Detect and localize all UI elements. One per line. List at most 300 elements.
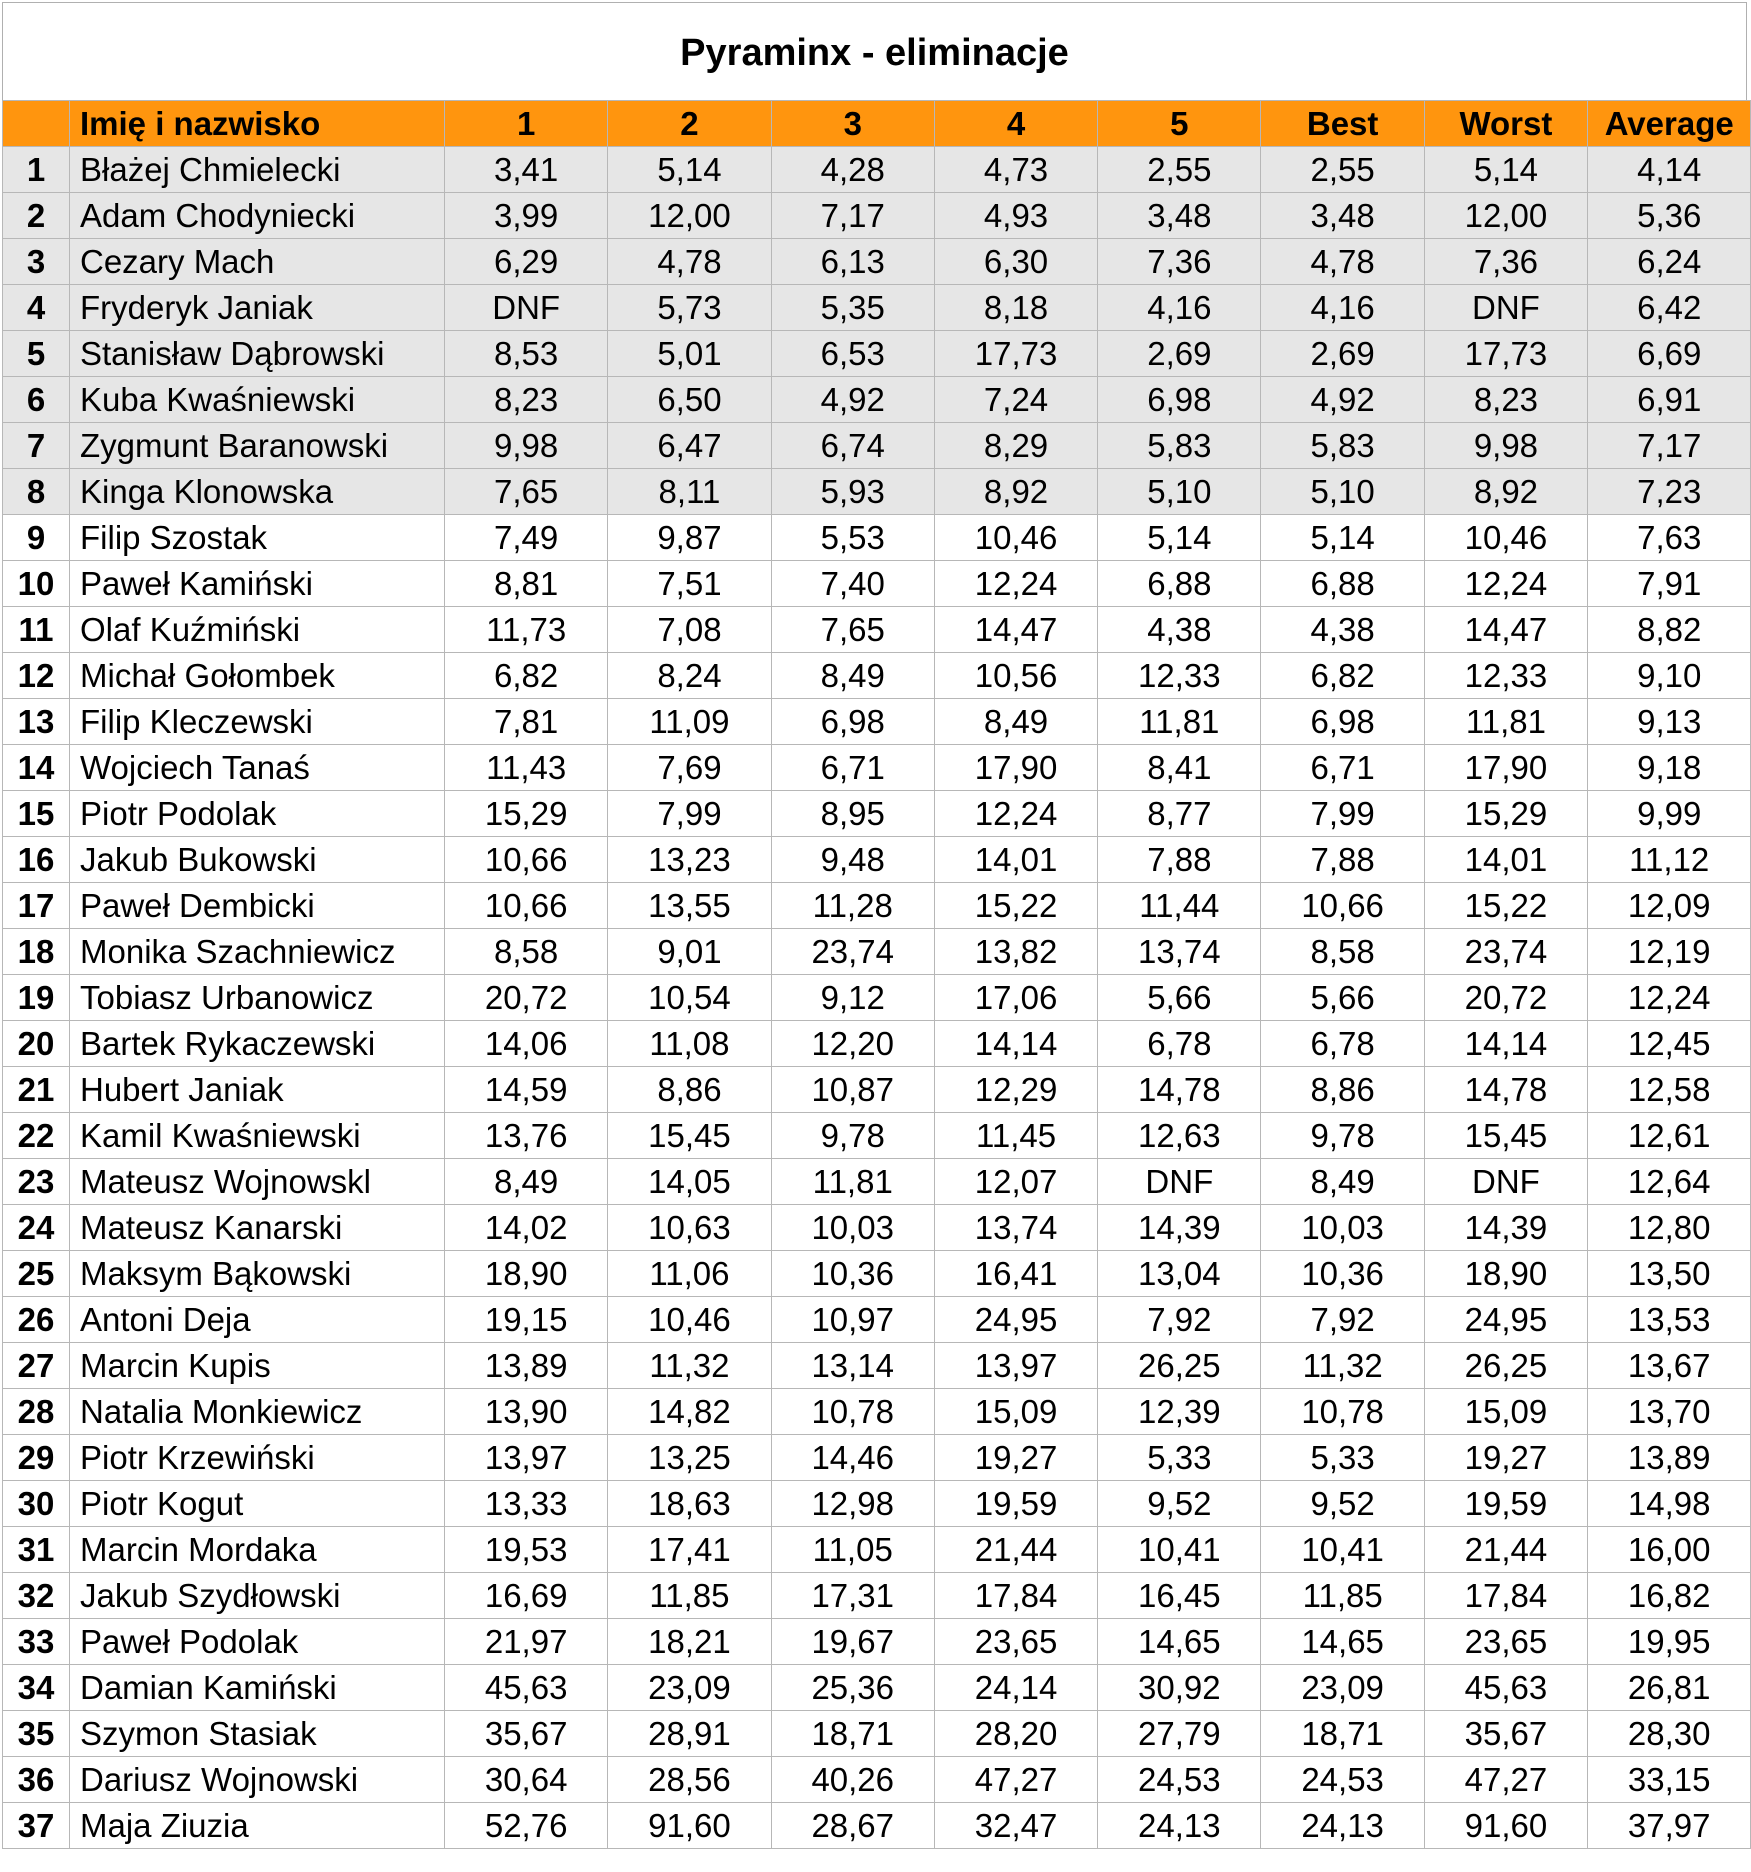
solve-4-cell[interactable]: 4,73 <box>934 147 1097 193</box>
name-cell[interactable]: Piotr Podolak <box>70 791 445 837</box>
solve-3-cell[interactable]: 10,03 <box>771 1205 934 1251</box>
name-cell[interactable]: Bartek Rykaczewski <box>70 1021 445 1067</box>
average-cell[interactable]: 8,82 <box>1588 607 1751 653</box>
best-cell[interactable]: 6,88 <box>1261 561 1424 607</box>
solve-5-cell[interactable]: 8,41 <box>1098 745 1261 791</box>
solve-4-cell[interactable]: 14,47 <box>934 607 1097 653</box>
average-cell[interactable]: 12,24 <box>1588 975 1751 1021</box>
solve-5-cell[interactable]: 5,66 <box>1098 975 1261 1021</box>
average-cell[interactable]: 7,63 <box>1588 515 1751 561</box>
worst-cell[interactable]: 9,98 <box>1424 423 1587 469</box>
name-cell[interactable]: Kinga Klonowska <box>70 469 445 515</box>
solve-1-cell[interactable]: 6,82 <box>445 653 608 699</box>
solve-5-cell[interactable]: 7,36 <box>1098 239 1261 285</box>
solve-3-cell[interactable]: 5,93 <box>771 469 934 515</box>
best-cell[interactable]: 23,09 <box>1261 1665 1424 1711</box>
solve-5-cell[interactable]: 24,13 <box>1098 1803 1261 1849</box>
rank-cell[interactable]: 9 <box>3 515 70 561</box>
solve-1-cell[interactable]: 19,15 <box>445 1297 608 1343</box>
solve-2-cell[interactable]: 9,87 <box>608 515 771 561</box>
solve-2-cell[interactable]: 11,09 <box>608 699 771 745</box>
solve-5-cell[interactable]: 14,39 <box>1098 1205 1261 1251</box>
name-cell[interactable]: Tobiasz Urbanowicz <box>70 975 445 1021</box>
worst-cell[interactable]: 8,23 <box>1424 377 1587 423</box>
solve-1-cell[interactable]: 10,66 <box>445 837 608 883</box>
worst-cell[interactable]: 14,47 <box>1424 607 1587 653</box>
worst-cell[interactable]: 21,44 <box>1424 1527 1587 1573</box>
worst-cell[interactable]: 15,22 <box>1424 883 1587 929</box>
worst-cell[interactable]: 47,27 <box>1424 1757 1587 1803</box>
solve-5-cell[interactable]: 4,16 <box>1098 285 1261 331</box>
solve-2-cell[interactable]: 11,06 <box>608 1251 771 1297</box>
best-cell[interactable]: 8,86 <box>1261 1067 1424 1113</box>
best-cell[interactable]: 11,85 <box>1261 1573 1424 1619</box>
solve-2-cell[interactable]: 6,50 <box>608 377 771 423</box>
name-cell[interactable]: Jakub Szydłowski <box>70 1573 445 1619</box>
solve-1-cell[interactable]: 19,53 <box>445 1527 608 1573</box>
rank-cell[interactable]: 7 <box>3 423 70 469</box>
solve-4-cell[interactable]: 17,73 <box>934 331 1097 377</box>
rank-cell[interactable]: 23 <box>3 1159 70 1205</box>
best-cell[interactable]: 3,48 <box>1261 193 1424 239</box>
best-cell[interactable]: 4,92 <box>1261 377 1424 423</box>
name-cell[interactable]: Mateusz Kanarski <box>70 1205 445 1251</box>
average-cell[interactable]: 12,80 <box>1588 1205 1751 1251</box>
rank-cell[interactable]: 35 <box>3 1711 70 1757</box>
solve-4-cell[interactable]: 8,49 <box>934 699 1097 745</box>
solve-3-cell[interactable]: 28,67 <box>771 1803 934 1849</box>
average-cell[interactable]: 6,91 <box>1588 377 1751 423</box>
header-solve-2[interactable]: 2 <box>608 101 771 147</box>
solve-3-cell[interactable]: 12,98 <box>771 1481 934 1527</box>
rank-cell[interactable]: 25 <box>3 1251 70 1297</box>
average-cell[interactable]: 26,81 <box>1588 1665 1751 1711</box>
average-cell[interactable]: 12,45 <box>1588 1021 1751 1067</box>
best-cell[interactable]: 5,10 <box>1261 469 1424 515</box>
solve-2-cell[interactable]: 8,11 <box>608 469 771 515</box>
best-cell[interactable]: 6,98 <box>1261 699 1424 745</box>
solve-1-cell[interactable]: 14,02 <box>445 1205 608 1251</box>
name-cell[interactable]: Maksym Bąkowski <box>70 1251 445 1297</box>
solve-1-cell[interactable]: 8,58 <box>445 929 608 975</box>
solve-4-cell[interactable]: 32,47 <box>934 1803 1097 1849</box>
solve-1-cell[interactable]: 45,63 <box>445 1665 608 1711</box>
solve-1-cell[interactable]: 9,98 <box>445 423 608 469</box>
solve-2-cell[interactable]: 13,25 <box>608 1435 771 1481</box>
solve-1-cell[interactable]: 7,81 <box>445 699 608 745</box>
name-cell[interactable]: Stanisław Dąbrowski <box>70 331 445 377</box>
solve-4-cell[interactable]: 7,24 <box>934 377 1097 423</box>
average-cell[interactable]: 14,98 <box>1588 1481 1751 1527</box>
name-cell[interactable]: Zygmunt Baranowski <box>70 423 445 469</box>
solve-3-cell[interactable]: 6,71 <box>771 745 934 791</box>
average-cell[interactable]: 9,10 <box>1588 653 1751 699</box>
solve-5-cell[interactable]: 24,53 <box>1098 1757 1261 1803</box>
name-cell[interactable]: Monika Szachniewicz <box>70 929 445 975</box>
best-cell[interactable]: 4,16 <box>1261 285 1424 331</box>
best-cell[interactable]: 6,78 <box>1261 1021 1424 1067</box>
solve-5-cell[interactable]: 5,14 <box>1098 515 1261 561</box>
solve-3-cell[interactable]: 6,98 <box>771 699 934 745</box>
solve-5-cell[interactable]: 14,78 <box>1098 1067 1261 1113</box>
name-cell[interactable]: Fryderyk Janiak <box>70 285 445 331</box>
solve-4-cell[interactable]: 13,97 <box>934 1343 1097 1389</box>
solve-4-cell[interactable]: 13,82 <box>934 929 1097 975</box>
solve-2-cell[interactable]: 12,00 <box>608 193 771 239</box>
average-cell[interactable]: 7,17 <box>1588 423 1751 469</box>
average-cell[interactable]: 9,18 <box>1588 745 1751 791</box>
worst-cell[interactable]: 45,63 <box>1424 1665 1587 1711</box>
solve-5-cell[interactable]: 12,33 <box>1098 653 1261 699</box>
rank-cell[interactable]: 17 <box>3 883 70 929</box>
solve-2-cell[interactable]: 9,01 <box>608 929 771 975</box>
best-cell[interactable]: 8,49 <box>1261 1159 1424 1205</box>
average-cell[interactable]: 9,13 <box>1588 699 1751 745</box>
worst-cell[interactable]: 14,14 <box>1424 1021 1587 1067</box>
name-cell[interactable]: Paweł Kamiński <box>70 561 445 607</box>
solve-5-cell[interactable]: 5,10 <box>1098 469 1261 515</box>
solve-4-cell[interactable]: 6,30 <box>934 239 1097 285</box>
worst-cell[interactable]: 12,24 <box>1424 561 1587 607</box>
solve-3-cell[interactable]: 19,67 <box>771 1619 934 1665</box>
solve-5-cell[interactable]: 6,78 <box>1098 1021 1261 1067</box>
solve-2-cell[interactable]: 7,99 <box>608 791 771 837</box>
solve-1-cell[interactable]: 11,73 <box>445 607 608 653</box>
average-cell[interactable]: 16,00 <box>1588 1527 1751 1573</box>
solve-4-cell[interactable]: 47,27 <box>934 1757 1097 1803</box>
solve-5-cell[interactable]: 30,92 <box>1098 1665 1261 1711</box>
solve-3-cell[interactable]: 11,28 <box>771 883 934 929</box>
solve-1-cell[interactable]: 21,97 <box>445 1619 608 1665</box>
header-solve-3[interactable]: 3 <box>771 101 934 147</box>
solve-2-cell[interactable]: 7,51 <box>608 561 771 607</box>
best-cell[interactable]: 2,55 <box>1261 147 1424 193</box>
average-cell[interactable]: 19,95 <box>1588 1619 1751 1665</box>
solve-4-cell[interactable]: 15,09 <box>934 1389 1097 1435</box>
worst-cell[interactable]: 17,84 <box>1424 1573 1587 1619</box>
rank-cell[interactable]: 13 <box>3 699 70 745</box>
average-cell[interactable]: 13,53 <box>1588 1297 1751 1343</box>
name-cell[interactable]: Adam Chodyniecki <box>70 193 445 239</box>
solve-1-cell[interactable]: 3,41 <box>445 147 608 193</box>
average-cell[interactable]: 9,99 <box>1588 791 1751 837</box>
best-cell[interactable]: 10,66 <box>1261 883 1424 929</box>
solve-3-cell[interactable]: 13,14 <box>771 1343 934 1389</box>
solve-3-cell[interactable]: 18,71 <box>771 1711 934 1757</box>
worst-cell[interactable]: 15,09 <box>1424 1389 1587 1435</box>
solve-1-cell[interactable]: 11,43 <box>445 745 608 791</box>
worst-cell[interactable]: 26,25 <box>1424 1343 1587 1389</box>
header-solve-1[interactable]: 1 <box>445 101 608 147</box>
worst-cell[interactable]: 91,60 <box>1424 1803 1587 1849</box>
solve-2-cell[interactable]: 17,41 <box>608 1527 771 1573</box>
header-solve-4[interactable]: 4 <box>934 101 1097 147</box>
name-cell[interactable]: Jakub Bukowski <box>70 837 445 883</box>
average-cell[interactable]: 4,14 <box>1588 147 1751 193</box>
worst-cell[interactable]: DNF <box>1424 285 1587 331</box>
worst-cell[interactable]: 14,78 <box>1424 1067 1587 1113</box>
best-cell[interactable]: 4,38 <box>1261 607 1424 653</box>
name-cell[interactable]: Maja Ziuzia <box>70 1803 445 1849</box>
solve-5-cell[interactable]: 27,79 <box>1098 1711 1261 1757</box>
solve-4-cell[interactable]: 23,65 <box>934 1619 1097 1665</box>
solve-5-cell[interactable]: 5,83 <box>1098 423 1261 469</box>
best-cell[interactable]: 10,41 <box>1261 1527 1424 1573</box>
solve-5-cell[interactable]: 10,41 <box>1098 1527 1261 1573</box>
solve-4-cell[interactable]: 17,84 <box>934 1573 1097 1619</box>
rank-cell[interactable]: 6 <box>3 377 70 423</box>
rank-cell[interactable]: 8 <box>3 469 70 515</box>
solve-5-cell[interactable]: 13,04 <box>1098 1251 1261 1297</box>
name-cell[interactable]: Marcin Kupis <box>70 1343 445 1389</box>
average-cell[interactable]: 6,69 <box>1588 331 1751 377</box>
average-cell[interactable]: 37,97 <box>1588 1803 1751 1849</box>
solve-3-cell[interactable]: 6,53 <box>771 331 934 377</box>
solve-4-cell[interactable]: 16,41 <box>934 1251 1097 1297</box>
average-cell[interactable]: 11,12 <box>1588 837 1751 883</box>
rank-cell[interactable]: 15 <box>3 791 70 837</box>
solve-5-cell[interactable]: 6,98 <box>1098 377 1261 423</box>
solve-4-cell[interactable]: 10,56 <box>934 653 1097 699</box>
solve-5-cell[interactable]: 7,88 <box>1098 837 1261 883</box>
solve-4-cell[interactable]: 4,93 <box>934 193 1097 239</box>
solve-1-cell[interactable]: 8,53 <box>445 331 608 377</box>
best-cell[interactable]: 10,03 <box>1261 1205 1424 1251</box>
solve-5-cell[interactable]: 4,38 <box>1098 607 1261 653</box>
rank-cell[interactable]: 2 <box>3 193 70 239</box>
solve-2-cell[interactable]: 5,01 <box>608 331 771 377</box>
rank-cell[interactable]: 36 <box>3 1757 70 1803</box>
solve-1-cell[interactable]: 52,76 <box>445 1803 608 1849</box>
solve-2-cell[interactable]: 15,45 <box>608 1113 771 1159</box>
best-cell[interactable]: 5,33 <box>1261 1435 1424 1481</box>
best-cell[interactable]: 11,32 <box>1261 1343 1424 1389</box>
solve-3-cell[interactable]: 10,97 <box>771 1297 934 1343</box>
solve-2-cell[interactable]: 18,63 <box>608 1481 771 1527</box>
solve-3-cell[interactable]: 10,78 <box>771 1389 934 1435</box>
solve-1-cell[interactable]: 20,72 <box>445 975 608 1021</box>
rank-cell[interactable]: 14 <box>3 745 70 791</box>
name-cell[interactable]: Olaf Kuźmiński <box>70 607 445 653</box>
rank-cell[interactable]: 5 <box>3 331 70 377</box>
solve-4-cell[interactable]: 10,46 <box>934 515 1097 561</box>
solve-1-cell[interactable]: 6,29 <box>445 239 608 285</box>
solve-1-cell[interactable]: 8,81 <box>445 561 608 607</box>
solve-1-cell[interactable]: 3,99 <box>445 193 608 239</box>
solve-3-cell[interactable]: 6,74 <box>771 423 934 469</box>
best-cell[interactable]: 9,52 <box>1261 1481 1424 1527</box>
worst-cell[interactable]: 5,14 <box>1424 147 1587 193</box>
solve-4-cell[interactable]: 17,06 <box>934 975 1097 1021</box>
solve-2-cell[interactable]: 28,56 <box>608 1757 771 1803</box>
solve-2-cell[interactable]: 7,69 <box>608 745 771 791</box>
header-best[interactable]: Best <box>1261 101 1424 147</box>
name-cell[interactable]: Damian Kamiński <box>70 1665 445 1711</box>
header-average[interactable]: Average <box>1588 101 1751 147</box>
header-worst[interactable]: Worst <box>1424 101 1587 147</box>
solve-5-cell[interactable]: 2,69 <box>1098 331 1261 377</box>
solve-4-cell[interactable]: 24,14 <box>934 1665 1097 1711</box>
average-cell[interactable]: 33,15 <box>1588 1757 1751 1803</box>
rank-cell[interactable]: 10 <box>3 561 70 607</box>
solve-5-cell[interactable]: DNF <box>1098 1159 1261 1205</box>
best-cell[interactable]: 18,71 <box>1261 1711 1424 1757</box>
name-cell[interactable]: Piotr Kogut <box>70 1481 445 1527</box>
solve-1-cell[interactable]: 15,29 <box>445 791 608 837</box>
solve-5-cell[interactable]: 7,92 <box>1098 1297 1261 1343</box>
solve-1-cell[interactable]: 13,76 <box>445 1113 608 1159</box>
solve-3-cell[interactable]: 14,46 <box>771 1435 934 1481</box>
solve-1-cell[interactable]: 14,06 <box>445 1021 608 1067</box>
name-cell[interactable]: Hubert Janiak <box>70 1067 445 1113</box>
worst-cell[interactable]: 15,45 <box>1424 1113 1587 1159</box>
rank-cell[interactable]: 33 <box>3 1619 70 1665</box>
best-cell[interactable]: 24,13 <box>1261 1803 1424 1849</box>
best-cell[interactable]: 10,78 <box>1261 1389 1424 1435</box>
solve-5-cell[interactable]: 8,77 <box>1098 791 1261 837</box>
solve-4-cell[interactable]: 28,20 <box>934 1711 1097 1757</box>
name-cell[interactable]: Antoni Deja <box>70 1297 445 1343</box>
solve-4-cell[interactable]: 12,07 <box>934 1159 1097 1205</box>
solve-5-cell[interactable]: 2,55 <box>1098 147 1261 193</box>
solve-3-cell[interactable]: 17,31 <box>771 1573 934 1619</box>
worst-cell[interactable]: 20,72 <box>1424 975 1587 1021</box>
rank-cell[interactable]: 11 <box>3 607 70 653</box>
solve-3-cell[interactable]: 8,49 <box>771 653 934 699</box>
best-cell[interactable]: 8,58 <box>1261 929 1424 975</box>
worst-cell[interactable]: 14,39 <box>1424 1205 1587 1251</box>
name-cell[interactable]: Marcin Mordaka <box>70 1527 445 1573</box>
solve-3-cell[interactable]: 7,65 <box>771 607 934 653</box>
solve-4-cell[interactable]: 14,14 <box>934 1021 1097 1067</box>
solve-1-cell[interactable]: 13,33 <box>445 1481 608 1527</box>
solve-1-cell[interactable]: 35,67 <box>445 1711 608 1757</box>
solve-3-cell[interactable]: 12,20 <box>771 1021 934 1067</box>
rank-cell[interactable]: 18 <box>3 929 70 975</box>
best-cell[interactable]: 6,71 <box>1261 745 1424 791</box>
solve-1-cell[interactable]: DNF <box>445 285 608 331</box>
solve-5-cell[interactable]: 5,33 <box>1098 1435 1261 1481</box>
solve-4-cell[interactable]: 12,24 <box>934 791 1097 837</box>
best-cell[interactable]: 6,82 <box>1261 653 1424 699</box>
header-rank[interactable] <box>3 101 70 147</box>
solve-4-cell[interactable]: 8,92 <box>934 469 1097 515</box>
average-cell[interactable]: 12,61 <box>1588 1113 1751 1159</box>
solve-3-cell[interactable]: 5,53 <box>771 515 934 561</box>
solve-4-cell[interactable]: 12,24 <box>934 561 1097 607</box>
solve-2-cell[interactable]: 23,09 <box>608 1665 771 1711</box>
rank-cell[interactable]: 37 <box>3 1803 70 1849</box>
solve-4-cell[interactable]: 8,29 <box>934 423 1097 469</box>
best-cell[interactable]: 5,66 <box>1261 975 1424 1021</box>
solve-2-cell[interactable]: 4,78 <box>608 239 771 285</box>
worst-cell[interactable]: 10,46 <box>1424 515 1587 561</box>
rank-cell[interactable]: 1 <box>3 147 70 193</box>
average-cell[interactable]: 16,82 <box>1588 1573 1751 1619</box>
rank-cell[interactable]: 3 <box>3 239 70 285</box>
solve-2-cell[interactable]: 28,91 <box>608 1711 771 1757</box>
name-cell[interactable]: Filip Szostak <box>70 515 445 561</box>
solve-2-cell[interactable]: 91,60 <box>608 1803 771 1849</box>
solve-3-cell[interactable]: 25,36 <box>771 1665 934 1711</box>
name-cell[interactable]: Natalia Monkiewicz <box>70 1389 445 1435</box>
best-cell[interactable]: 10,36 <box>1261 1251 1424 1297</box>
solve-5-cell[interactable]: 11,44 <box>1098 883 1261 929</box>
solve-1-cell[interactable]: 7,65 <box>445 469 608 515</box>
solve-1-cell[interactable]: 18,90 <box>445 1251 608 1297</box>
name-cell[interactable]: Mateusz Wojnowskl <box>70 1159 445 1205</box>
worst-cell[interactable]: 15,29 <box>1424 791 1587 837</box>
solve-1-cell[interactable]: 8,49 <box>445 1159 608 1205</box>
name-cell[interactable]: Cezary Mach <box>70 239 445 285</box>
average-cell[interactable]: 13,70 <box>1588 1389 1751 1435</box>
rank-cell[interactable]: 30 <box>3 1481 70 1527</box>
average-cell[interactable]: 12,58 <box>1588 1067 1751 1113</box>
best-cell[interactable]: 7,99 <box>1261 791 1424 837</box>
solve-3-cell[interactable]: 4,92 <box>771 377 934 423</box>
worst-cell[interactable]: 19,59 <box>1424 1481 1587 1527</box>
solve-3-cell[interactable]: 6,13 <box>771 239 934 285</box>
solve-3-cell[interactable]: 9,48 <box>771 837 934 883</box>
solve-3-cell[interactable]: 5,35 <box>771 285 934 331</box>
solve-2-cell[interactable]: 14,82 <box>608 1389 771 1435</box>
worst-cell[interactable]: 17,90 <box>1424 745 1587 791</box>
solve-1-cell[interactable]: 7,49 <box>445 515 608 561</box>
solve-2-cell[interactable]: 11,85 <box>608 1573 771 1619</box>
average-cell[interactable]: 12,09 <box>1588 883 1751 929</box>
name-cell[interactable]: Dariusz Wojnowski <box>70 1757 445 1803</box>
average-cell[interactable]: 6,42 <box>1588 285 1751 331</box>
title-cell[interactable] <box>2 2 1747 100</box>
best-cell[interactable]: 9,78 <box>1261 1113 1424 1159</box>
solve-4-cell[interactable]: 15,22 <box>934 883 1097 929</box>
best-cell[interactable]: 7,88 <box>1261 837 1424 883</box>
solve-3-cell[interactable]: 4,28 <box>771 147 934 193</box>
worst-cell[interactable]: 17,73 <box>1424 331 1587 377</box>
header-name[interactable]: Imię i nazwisko <box>70 101 445 147</box>
solve-3-cell[interactable]: 9,78 <box>771 1113 934 1159</box>
solve-4-cell[interactable]: 13,74 <box>934 1205 1097 1251</box>
solve-4-cell[interactable]: 11,45 <box>934 1113 1097 1159</box>
worst-cell[interactable]: 8,92 <box>1424 469 1587 515</box>
best-cell[interactable]: 5,83 <box>1261 423 1424 469</box>
solve-1-cell[interactable]: 13,97 <box>445 1435 608 1481</box>
solve-5-cell[interactable]: 13,74 <box>1098 929 1261 975</box>
solve-2-cell[interactable]: 8,86 <box>608 1067 771 1113</box>
solve-2-cell[interactable]: 14,05 <box>608 1159 771 1205</box>
rank-cell[interactable]: 32 <box>3 1573 70 1619</box>
rank-cell[interactable]: 19 <box>3 975 70 1021</box>
worst-cell[interactable]: 19,27 <box>1424 1435 1587 1481</box>
rank-cell[interactable]: 27 <box>3 1343 70 1389</box>
rank-cell[interactable]: 31 <box>3 1527 70 1573</box>
worst-cell[interactable]: DNF <box>1424 1159 1587 1205</box>
name-cell[interactable]: Szymon Stasiak <box>70 1711 445 1757</box>
average-cell[interactable]: 7,91 <box>1588 561 1751 607</box>
rank-cell[interactable]: 20 <box>3 1021 70 1067</box>
solve-1-cell[interactable]: 30,64 <box>445 1757 608 1803</box>
name-cell[interactable]: Filip Kleczewski <box>70 699 445 745</box>
solve-3-cell[interactable]: 10,87 <box>771 1067 934 1113</box>
best-cell[interactable]: 2,69 <box>1261 331 1424 377</box>
worst-cell[interactable]: 35,67 <box>1424 1711 1587 1757</box>
best-cell[interactable]: 24,53 <box>1261 1757 1424 1803</box>
rank-cell[interactable]: 22 <box>3 1113 70 1159</box>
average-cell[interactable]: 28,30 <box>1588 1711 1751 1757</box>
solve-4-cell[interactable]: 14,01 <box>934 837 1097 883</box>
solve-2-cell[interactable]: 13,23 <box>608 837 771 883</box>
rank-cell[interactable]: 29 <box>3 1435 70 1481</box>
